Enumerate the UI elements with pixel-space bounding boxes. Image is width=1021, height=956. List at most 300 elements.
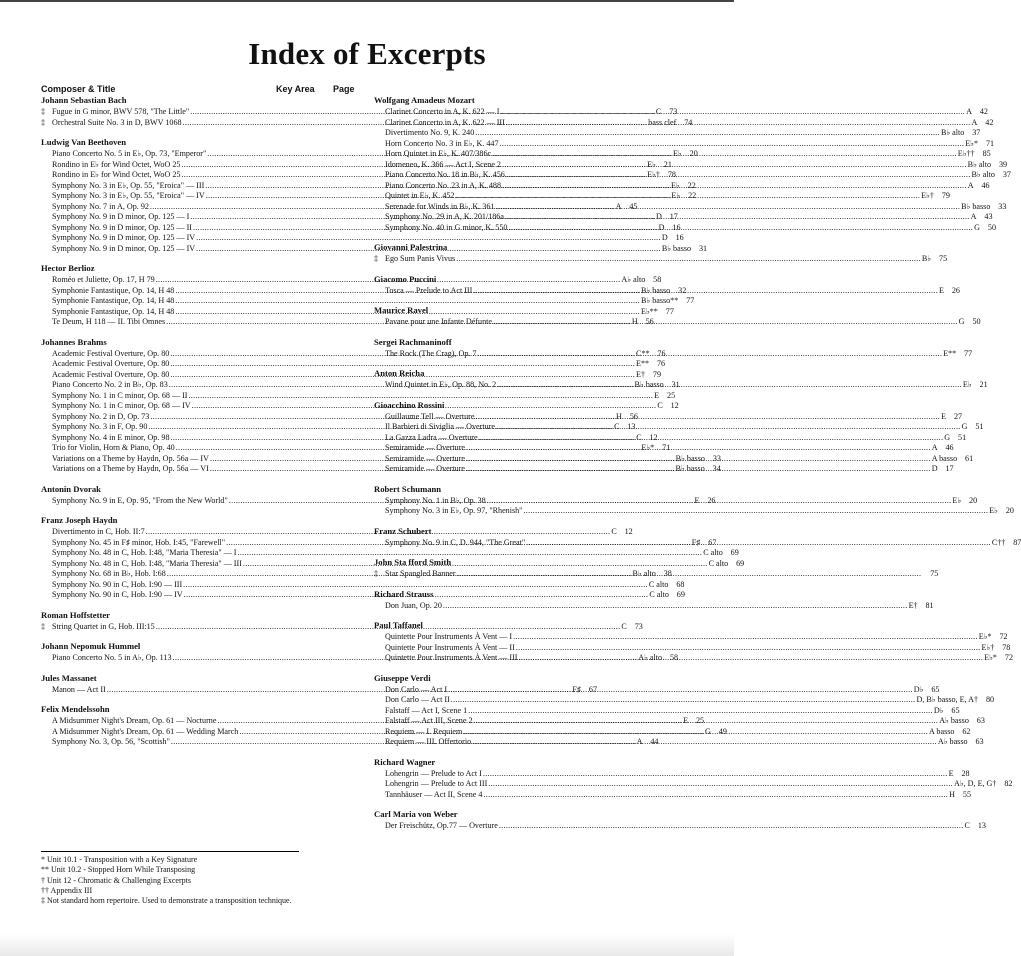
excerpt-title: Piano Concerto No. 23 in A, K. 488 — [385, 180, 502, 190]
key-area: B♭ alto — [971, 170, 995, 179]
key-area: E♭* — [965, 138, 979, 148]
composer-name: Anton Reicha — [374, 368, 425, 378]
excerpt-title: Symphony No. 90 in C, Hob. I:90 — IV — [52, 590, 183, 599]
excerpt-title: Symphony No. 9 in E, Op. 95, "From the New World" — [52, 495, 228, 505]
excerpt-title: Quintet in E♭, K. 452 — [385, 191, 455, 200]
excerpt-title: Der Freischütz, Op.77 — Overture — [385, 821, 498, 830]
page-number: 51 — [975, 422, 984, 431]
key-area: A — [966, 107, 972, 116]
page-number: 38 — [663, 569, 672, 578]
excerpt-title: Semiramide — Overture — [385, 464, 466, 473]
page-number: 65 — [931, 684, 940, 694]
excerpt-title: The Rock (The Crag), Op. 7 — [385, 348, 477, 358]
excerpt-title: Piano Concerto No. 5 in E♭, Op. 73, "Emperor" — [52, 149, 207, 158]
section-gap — [374, 664, 690, 670]
key-area: A — [967, 180, 974, 190]
leader-dots — [475, 412, 940, 423]
excerpt-entry — [374, 107, 988, 118]
excerpt-entry — [374, 569, 939, 580]
page-number: 21 — [663, 159, 672, 169]
composer-section — [374, 94, 1011, 233]
header-page: Page — [333, 84, 355, 94]
composer-name: Giovanni Palestrina — [374, 242, 448, 252]
key-area: C — [611, 527, 617, 536]
excerpt-title: Academic Festival Overture, Op. 80 — [52, 369, 170, 379]
page-number: 37 — [972, 128, 981, 137]
page-number: 56 — [645, 317, 654, 326]
key-area: D♭ — [913, 684, 924, 694]
excerpt-title: Falstaff — Act III, Scene 2 — [385, 716, 473, 725]
key-area: E — [941, 411, 947, 421]
composer-name: Ludwig Van Beethoven — [41, 137, 127, 147]
page-number: 81 — [925, 600, 934, 610]
composer-section — [374, 800, 986, 832]
key-area: E♭†† — [957, 149, 975, 158]
excerpt-title: Academic Festival Overture, Op. 80 — [52, 359, 170, 368]
excerpt-entry — [374, 737, 984, 748]
leader-dots — [451, 695, 916, 706]
key-area: E♭** — [641, 306, 658, 316]
header-key-area: Key Area — [276, 84, 315, 94]
page-number: 67 — [588, 684, 597, 694]
excerpt-title: Quintette Pour Instruments À Vent — I — [385, 632, 513, 641]
page-number: 34 — [712, 464, 721, 473]
key-area: B♭ basso — [961, 201, 991, 211]
page-number: 78 — [667, 170, 676, 179]
key-area: H — [949, 789, 955, 799]
excerpt-title: Don Carlo — Act II — [385, 695, 450, 704]
dagger-marker: ‡ — [41, 621, 46, 631]
excerpt-title: Symphony No. 1 in B♭, Op. 38 — [385, 495, 486, 505]
key-area: E** — [943, 348, 957, 358]
section-gap — [41, 506, 357, 512]
page-number: 87 — [1013, 537, 1021, 547]
excerpt-title: Symphony No. 3 in F, Op. 90 — [52, 422, 148, 431]
key-area: A — [615, 201, 622, 211]
leader-dots — [495, 202, 960, 213]
key-area: A♭ basso — [937, 737, 968, 746]
key-area: D — [655, 212, 662, 221]
excerpt-title: Symphony No. 9 in C, D. 944, "The Great" — [385, 537, 526, 547]
key-area: F♯ — [691, 537, 701, 547]
key-area: E♭* — [641, 443, 655, 452]
leader-dots — [499, 821, 964, 832]
key-area: C — [657, 401, 663, 410]
leader-dots — [488, 779, 953, 790]
composer-name: Gioacchino Rossini — [374, 399, 445, 410]
page-number: 74 — [684, 117, 693, 127]
excerpt-title: A Midsummer Night's Dream, Op. 61 — Nocturne — [52, 716, 217, 725]
page-number: 61 — [965, 453, 974, 463]
page-number: 63 — [976, 716, 985, 725]
dagger-marker: ‡ — [41, 107, 46, 116]
page-number: 28 — [961, 768, 970, 778]
leader-dots — [492, 149, 957, 160]
excerpt-entry — [374, 768, 970, 780]
section-gap — [374, 517, 690, 523]
excerpt-entry — [374, 138, 995, 150]
section-gap — [41, 128, 357, 134]
page-number: 58 — [669, 653, 679, 662]
page-number: 12 — [624, 527, 633, 536]
excerpt-entry — [374, 779, 1013, 790]
excerpt-entry — [374, 222, 996, 234]
key-area: A♭ alto — [621, 275, 646, 284]
excerpt-title: Pavane pour une Infante Défunte — [385, 317, 492, 326]
page-number: 77 — [686, 296, 695, 305]
excerpt-title: Symphony No. 3 in E♭, Op. 97, "Rhenish" — [385, 506, 523, 515]
leader-dots — [456, 254, 921, 265]
page-number: 73 — [634, 621, 643, 631]
key-area: G — [958, 317, 965, 326]
excerpt-title: Tosca — Prelude to Act III — [385, 285, 473, 295]
leader-dots — [466, 443, 931, 454]
excerpt-title: Symphony No. 1 in C minor, Op. 68 — II — [52, 390, 188, 400]
key-area: E** — [636, 359, 650, 368]
excerpt-entry — [374, 317, 981, 328]
page-title: Index of Excerpts — [248, 36, 486, 71]
excerpt-entry — [41, 296, 695, 307]
leader-dots — [475, 128, 940, 139]
excerpt-title: Symphony No. 4 in E minor, Op. 98 — [52, 432, 170, 442]
excerpt-title: Rondino in E♭ for Wind Octet, WoO 25 — [52, 170, 181, 179]
excerpt-list — [374, 632, 1013, 664]
excerpt-entry — [41, 579, 685, 591]
page-number: 26 — [951, 285, 960, 295]
dagger-marker: ‡ — [374, 254, 379, 263]
composer-name: Jules Massanet — [41, 672, 97, 683]
excerpt-entry — [374, 632, 1008, 643]
page-number: 25 — [695, 716, 705, 725]
excerpt-list — [374, 285, 960, 297]
section-gap — [41, 601, 357, 607]
page-number: 58 — [653, 275, 662, 284]
page-number: 62 — [962, 726, 971, 736]
composer-name: Paul Taffanel — [374, 620, 423, 630]
key-area: D — [661, 233, 668, 242]
page-number: 69 — [730, 548, 739, 557]
excerpt-title: Trio for Violin, Horn & Piano, Op. 40 — [52, 443, 175, 452]
leader-dots — [468, 706, 933, 717]
key-area: E♭* — [984, 653, 997, 662]
section-gap — [41, 664, 357, 670]
excerpt-entry — [41, 233, 684, 244]
page-number: 32 — [678, 285, 687, 295]
composer-name: Felix Mendelssohn — [41, 704, 110, 714]
key-area: A basso — [929, 726, 955, 736]
leader-dots — [496, 422, 961, 433]
excerpt-entry — [374, 170, 1011, 181]
excerpt-title: Fugue in G minor, BWV 578, "The Little" — [52, 107, 190, 116]
key-area: B♭ alto — [940, 128, 965, 137]
excerpt-entry — [374, 443, 954, 454]
page-number: 45 — [629, 201, 638, 211]
footnote: †† Appendix III — [41, 885, 93, 895]
key-area: H — [616, 411, 622, 421]
leader-dots — [466, 464, 931, 475]
leader-dots — [473, 286, 938, 297]
key-area: A — [636, 737, 643, 746]
page-number: 72 — [1004, 653, 1013, 662]
excerpt-title: Divertimento No. 9, K. 240 — [385, 128, 475, 137]
page-number: 55 — [962, 789, 971, 799]
key-area: A — [931, 443, 938, 452]
leader-dots — [477, 349, 942, 360]
excerpt-list — [374, 768, 1013, 801]
excerpt-entry — [374, 117, 994, 129]
section-gap — [374, 265, 690, 271]
excerpt-title: Te Deum, H 118 — II. Tibi Omnes — [52, 317, 166, 326]
composer-name: Antonin Dvorak — [41, 483, 101, 494]
excerpt-entry — [374, 789, 971, 801]
section-gap — [374, 548, 690, 554]
composer-name: Roman Hoffstetter — [41, 609, 110, 620]
excerpt-title: Manon — Act II — [52, 684, 106, 694]
key-area: A♭ basso — [939, 716, 969, 725]
key-area: G — [705, 726, 711, 736]
excerpt-entry — [374, 212, 993, 223]
composer-name: Franz Joseph Haydn — [41, 515, 118, 525]
excerpt-title: Tannhäuser — Act II, Scene 4 — [385, 789, 483, 799]
excerpt-list — [374, 380, 988, 391]
leader-dots — [483, 769, 948, 780]
page-number: 27 — [953, 411, 963, 421]
key-area: B♭ basso — [661, 243, 692, 253]
excerpt-list — [374, 821, 986, 832]
excerpt-title: Variations on a Theme by Haydn, Op. 56a — IV — [52, 453, 209, 463]
excerpt-title: Symphony No. 1 in C minor, Op. 68 — IV — [52, 401, 191, 410]
key-area: E♭ — [671, 191, 681, 200]
key-area: C alto — [708, 558, 729, 568]
page-number: 76 — [657, 348, 666, 358]
leader-dots — [523, 506, 988, 517]
leader-dots — [457, 569, 922, 580]
excerpt-title: Symphony No. 7 in A, Op. 92 — [52, 201, 149, 211]
composer-name: Franz Schubert — [374, 525, 432, 536]
excerpt-title: Piano Concerto No. 18 in B♭, K. 456 — [385, 170, 505, 179]
excerpt-title: Don Carlo — Act I — [385, 684, 448, 694]
page-number: 80 — [985, 695, 995, 704]
section-gap — [374, 611, 690, 617]
leader-dots — [472, 737, 937, 748]
excerpt-entry — [374, 600, 934, 612]
page-number: 33 — [998, 201, 1007, 211]
excerpt-title: Clarinet Concerto in A, K. 622 — III — [385, 117, 505, 127]
excerpt-title: Variations on a Theme by Haydn, Op. 56a — VI — [52, 464, 209, 473]
excerpt-title: Wind Quintet in E♭, Op. 88, No. 2 — [385, 380, 497, 389]
page-number: 20 — [969, 495, 978, 505]
composer-name: Giacomo Puccini — [374, 273, 437, 284]
leader-dots — [497, 380, 962, 391]
excerpt-title: Symphony No. 9 in D minor, Op. 125 — II — [52, 222, 192, 232]
key-area: E† — [908, 600, 918, 610]
leader-dots — [505, 212, 970, 223]
page-number: 33 — [712, 453, 721, 463]
excerpt-entry — [374, 506, 1014, 517]
excerpt-title: Symphony No. 3 in E♭, Op. 55, "Eroica" — III — [52, 180, 205, 190]
leader-dots — [448, 685, 913, 696]
key-area: G — [944, 432, 951, 442]
key-area: G — [961, 422, 968, 431]
section-gap — [41, 328, 357, 334]
key-area: C†† — [991, 537, 1006, 547]
section-gap — [374, 296, 690, 302]
excerpt-title: Star Spangled Banner — [385, 569, 456, 578]
page-number: 13 — [977, 821, 986, 830]
key-area: C alto — [703, 548, 723, 557]
excerpt-entry — [374, 432, 967, 444]
key-area: D, B♭ basso, E, A† — [916, 695, 979, 704]
excerpt-entry — [374, 254, 948, 265]
excerpt-title: Clarinet Concerto in A, K. 622 — I — [385, 107, 500, 116]
key-area: D — [931, 464, 938, 473]
page-number: 21 — [979, 380, 988, 389]
page-number: 39 — [998, 159, 1008, 169]
page-number: 68 — [676, 579, 685, 589]
page-bottom-shadow — [0, 934, 734, 956]
section-gap — [41, 695, 357, 701]
key-area: H — [631, 317, 638, 326]
leader-dots — [500, 107, 965, 118]
page-number: 49 — [718, 726, 727, 736]
excerpt-title: Symphony No. 40 in G minor, K. 550 — [385, 222, 508, 232]
excerpt-entry — [374, 380, 988, 391]
page-number: 69 — [736, 558, 745, 568]
footnote: † Unit 12 - Chromatic & Challenging Excerpts — [41, 875, 191, 885]
composer-name: Sergei Rachmaninoff — [374, 336, 452, 347]
composer-name: Wolfgang Amadeus Mozart — [374, 95, 475, 105]
key-area: E — [939, 285, 944, 295]
page-number: 75 — [939, 254, 948, 263]
composer-section — [374, 328, 973, 360]
leader-dots — [443, 601, 908, 612]
excerpt-title: Symphony No. 48 in C, Hob. I:48, "Maria Theresia" — I — [52, 548, 237, 557]
section-gap — [41, 254, 357, 260]
composer-name: Carl Maria von Weber — [374, 809, 458, 819]
page-number: 42 — [979, 107, 988, 116]
key-area: F♯ — [572, 684, 581, 694]
key-area: E — [694, 495, 700, 505]
composer-section — [374, 265, 960, 297]
leader-dots — [463, 727, 928, 738]
section-gap — [41, 475, 357, 481]
excerpt-title: Symphony No. 29 in A, K. 201/186a — [385, 212, 504, 221]
excerpt-list — [374, 348, 973, 360]
leader-dots — [526, 538, 991, 549]
page-number: 72 — [999, 632, 1008, 641]
page-number: 71 — [985, 138, 995, 148]
leader-dots — [493, 317, 958, 328]
excerpt-entry — [374, 285, 960, 297]
page-number: 25 — [667, 390, 676, 400]
excerpt-title: Symphony No. 3, Op. 56, "Scottish" — [52, 737, 170, 746]
composer-name: John Sta fford Smith — [374, 557, 452, 567]
page-number: 79 — [941, 191, 950, 200]
composer-name: Robert Schumann — [374, 483, 442, 494]
excerpt-list — [374, 600, 934, 612]
excerpt-title: Symphonie Fantastique, Op. 14, H 48 — [52, 306, 175, 316]
page-number: 46 — [945, 443, 954, 452]
leader-dots — [502, 181, 967, 192]
page-number: 20 — [689, 149, 698, 158]
section-gap — [41, 632, 357, 638]
page-number: 50 — [987, 222, 996, 232]
key-area: C — [964, 821, 970, 830]
excerpt-title: Lohengrin — Prelude to Act III — [385, 779, 488, 788]
key-area: E♭ — [647, 159, 656, 169]
leader-dots — [487, 496, 952, 507]
key-area: B♭ basso — [641, 285, 671, 295]
page-number: 56 — [629, 411, 638, 421]
key-area: G — [974, 222, 980, 232]
key-area: C — [636, 432, 642, 442]
top-rule — [0, 0, 734, 2]
page-number: 51 — [958, 432, 967, 442]
excerpt-list — [374, 107, 1011, 233]
excerpt-entry — [374, 684, 940, 696]
page-number: 17 — [669, 212, 678, 221]
composer-name: Johannes Brahms — [41, 336, 107, 347]
section-gap — [374, 359, 690, 365]
page-number: 22 — [688, 191, 697, 200]
excerpt-title: Symphonie Fantastique, Op. 14, H 48 — [52, 296, 175, 305]
section-gap — [374, 748, 690, 754]
key-area: E♭ — [672, 149, 682, 158]
section-gap — [374, 580, 690, 586]
leader-dots — [506, 170, 971, 181]
excerpt-title: Roméo et Juliette, Op. 17, H 79 — [52, 275, 155, 284]
page-number: 17 — [945, 464, 954, 473]
leader-dots — [474, 716, 939, 727]
excerpt-title: Piano Concerto No. 2 in B♭, Op. 83 — [52, 380, 168, 389]
page-number: 46 — [981, 180, 990, 190]
composer-name: Richard Strauss — [374, 588, 434, 599]
page-number: 77 — [964, 348, 973, 358]
page-number: 76 — [656, 359, 666, 368]
key-area: A♭ alto — [638, 653, 663, 662]
key-area: E♭† — [981, 642, 995, 652]
page-number: 13 — [627, 422, 636, 431]
leader-dots — [455, 191, 920, 202]
excerpt-title: Quintette Pour Instruments À Vent — II — [385, 642, 515, 652]
key-area: B♭ basso — [675, 464, 705, 473]
composer-section — [374, 748, 1013, 801]
key-area: A♭, D, E, G† — [953, 779, 997, 788]
page-number: 73 — [669, 107, 678, 116]
excerpt-title: Academic Festival Overture, Op. 80 — [52, 348, 170, 358]
footnotes — [41, 855, 341, 906]
excerpt-title: Piano Concerto No. 5 in A♭, Op. 113 — [52, 653, 172, 662]
excerpt-title: Ego Sum Panis Vivus — [385, 254, 456, 263]
key-area: E♭ — [962, 380, 972, 389]
key-area: E♭* — [978, 632, 992, 641]
page-number: 16 — [672, 222, 681, 232]
excerpt-entry — [374, 159, 1008, 171]
excerpt-entry — [374, 695, 995, 706]
excerpt-entry — [374, 821, 986, 832]
excerpt-title: Symphony No. 9 in D minor, Op. 125 — IV — [52, 243, 196, 253]
dagger-marker: ‡ — [374, 569, 379, 578]
excerpt-title: Semiramide — Overture — [385, 443, 466, 452]
composer-name: Giuseppe Verdi — [374, 672, 431, 683]
leader-dots — [466, 454, 931, 465]
key-area: B♭ basso — [634, 380, 664, 389]
header-composer-title: Composer & Title — [41, 84, 116, 94]
page-number: 43 — [984, 212, 993, 221]
excerpt-title: Divertimento in C, Hob. II:7 — [52, 527, 145, 536]
excerpt-title: Symphony No. 9 in D minor, Op. 125 — I — [52, 212, 190, 221]
page-number: 44 — [650, 737, 659, 746]
